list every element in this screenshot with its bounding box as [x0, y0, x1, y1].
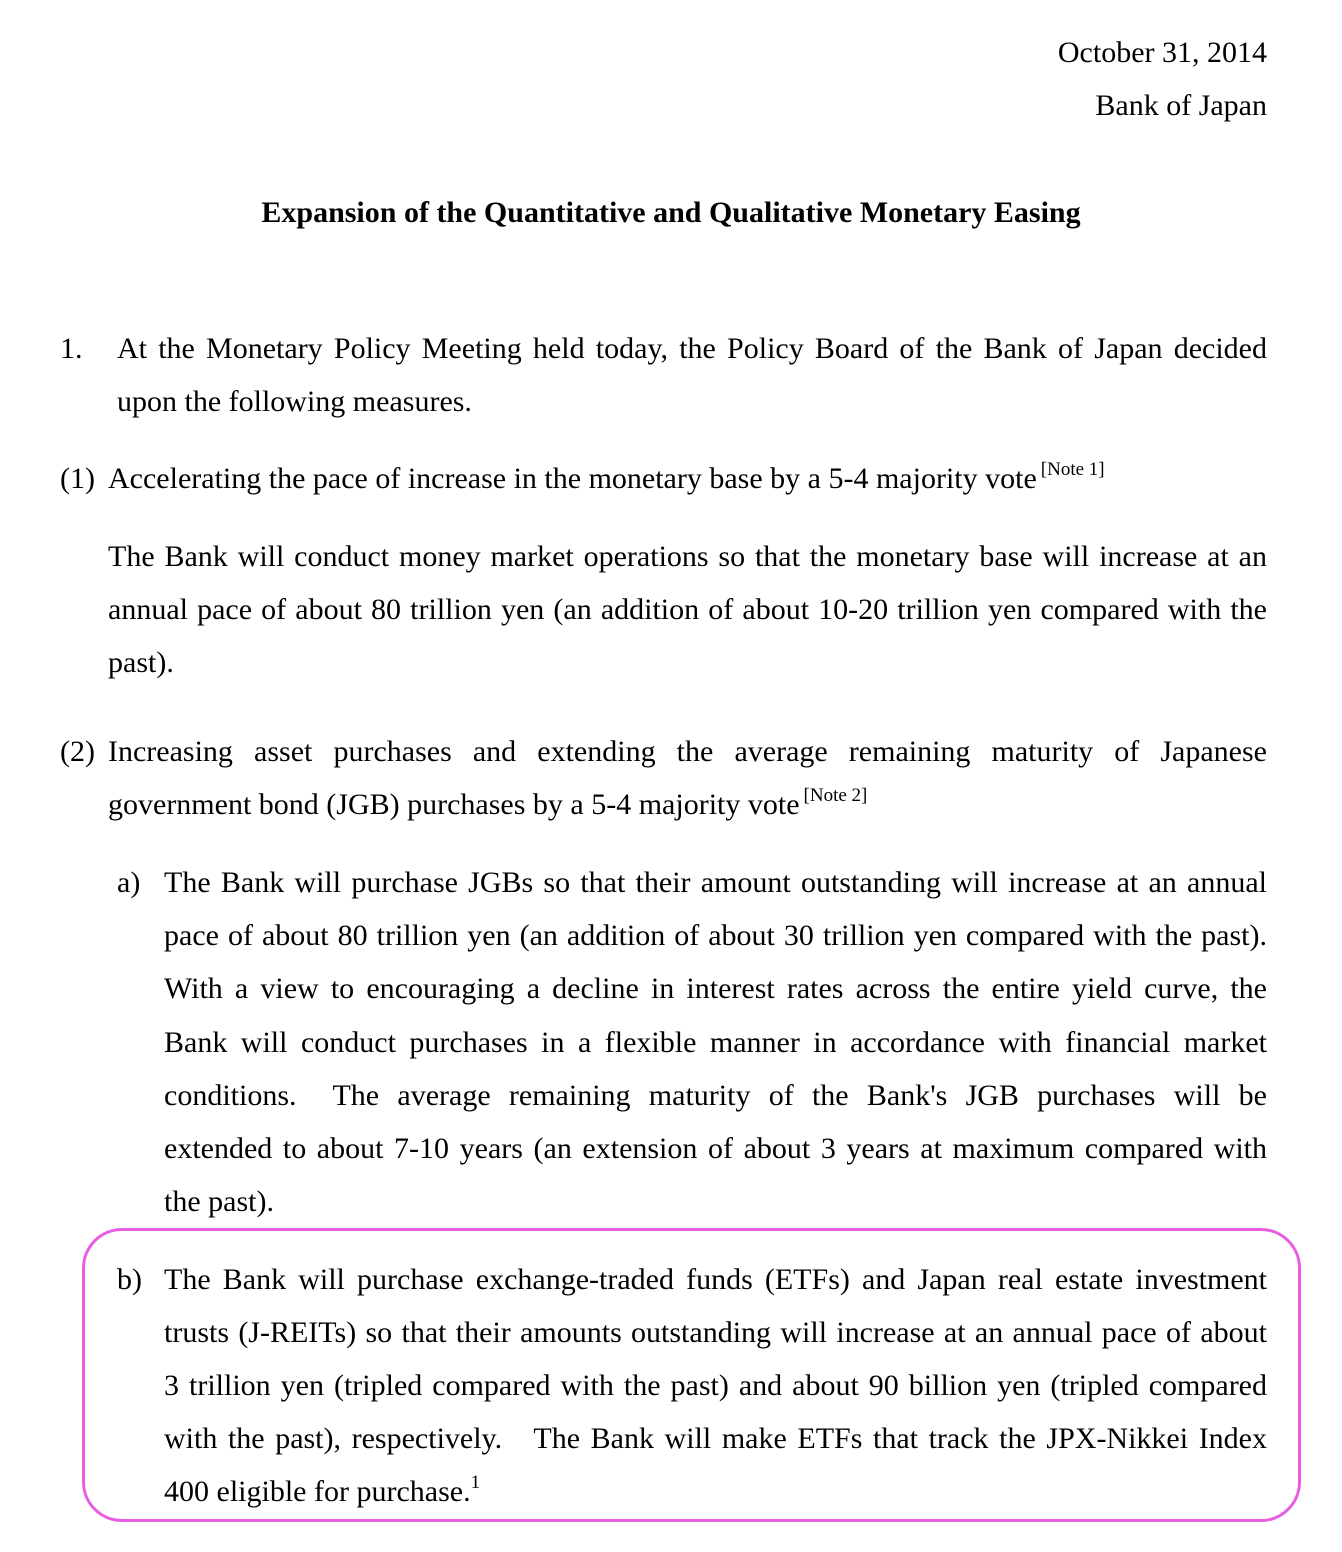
item-2-number: (2) — [60, 735, 95, 768]
sub-b-label: b) — [117, 1263, 142, 1296]
section-1-line: At the Monetary Policy Meeting held today, the Policy Board of the Bank of Japan decided — [117, 332, 1267, 365]
footnote-1-reference[interactable]: 1 — [470, 1472, 481, 1493]
note-2-reference[interactable]: [Note 2] — [803, 785, 868, 806]
sub-a-line: The Bank will purchase JGBs so that their amount outstanding will increase at an annual — [164, 866, 1267, 899]
item-1-body-line: The Bank will conduct money market operations so that the monetary base will increase at an — [108, 540, 1267, 573]
item-1-heading-text: Accelerating the pace of increase in the monetary base by a 5-4 majority vote — [108, 462, 1037, 495]
sub-a-line: Bank will conduct purchases in a flexible manner in accordance with financial market — [164, 1026, 1267, 1059]
sub-b-last-line — [164, 1472, 481, 1508]
item-2-heading-line — [108, 785, 868, 821]
section-1-line: upon the following measures. — [117, 385, 472, 418]
note-1-reference[interactable]: [Note 1] — [1040, 459, 1105, 480]
sub-b-line: trusts (J-REITs) so that their amounts outstanding will increase at an annual pace of about — [164, 1316, 1267, 1349]
sub-a-line: conditions. The average remaining maturity of the Bank's JGB purchases will be — [164, 1079, 1267, 1112]
sub-a-label: a) — [117, 866, 141, 899]
item-1-number: (1) — [60, 462, 95, 495]
sub-a-line: With a view to encouraging a decline in interest rates across the entire yield curve, the — [164, 972, 1267, 1005]
sub-b-line: 400 eligible for purchase. — [164, 1475, 471, 1508]
organization-name: Bank of Japan — [1095, 89, 1267, 122]
section-1-number: 1. — [60, 332, 83, 365]
sub-a-line: extended to about 7-10 years (an extension of about 3 years at maximum compared with — [164, 1132, 1267, 1165]
item-1-body-line: annual pace of about 80 trillion yen (an addition of about 10-20 trillion yen compared with the — [108, 593, 1267, 626]
item-1-heading — [108, 459, 1105, 495]
item-2-heading-line: Increasing asset purchases and extending the average remaining maturity of Japanese — [108, 735, 1267, 768]
document-date: October 31, 2014 — [1057, 36, 1267, 69]
item-2-heading-text: government bond (JGB) purchases by a 5-4 majority vote — [108, 788, 800, 821]
sub-a-line: pace of about 80 trillion yen (an addition of about 30 trillion yen compared with the past). — [164, 919, 1267, 952]
sub-b-line: 3 trillion yen (tripled compared with the past) and about 90 billion yen (tripled compared — [164, 1369, 1267, 1402]
sub-b-line: The Bank will purchase exchange-traded funds (ETFs) and Japan real estate investment — [164, 1263, 1267, 1296]
sub-b-line: with the past), respectively. The Bank will make ETFs that track the JPX-Nikkei Index — [164, 1422, 1267, 1455]
item-1-body-line: past). — [108, 646, 174, 679]
page-title: Expansion of the Quantitative and Qualitative Monetary Easing — [261, 196, 1081, 229]
sub-a-line: the past). — [164, 1185, 274, 1218]
